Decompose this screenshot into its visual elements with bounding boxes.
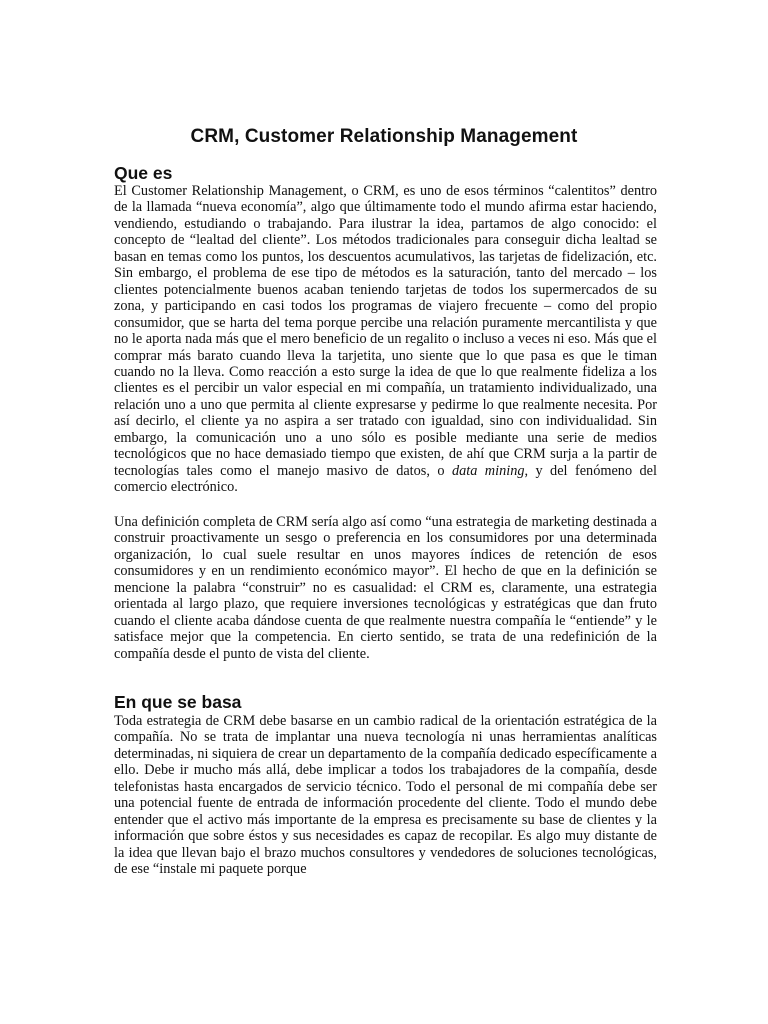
section-heading-que-es: Que es bbox=[114, 163, 173, 183]
paragraph-text: , y del fenómeno del comercio electrónico. bbox=[114, 462, 657, 496]
paragraph-que-es-1 bbox=[114, 183, 657, 496]
paragraph-text: El Customer Relationship Management, o CRM, es uno de esos términos “calentitos” dentro de la llamada “nueva economía”, algo que últimamente todo el mundo afirma estar haciendo, vendiendo, estudiando o trabajando. Para ilustrar la idea, partamos de algo conocido: el concepto de “lealtad del cliente”. Los métodos tradicionales para conseguir dicha lealtad se basan en temas como los puntos, los descuentos acumulativos, las tarjetas de fidelización, etc. Sin embargo, el problema de ese tipo de métodos es la saturación, tanto del mercado – los clientes potencialmente buenos acaban teniendo tarjetas de todos los supermercados de su zona, y participando en casi todos los programas de viajero frecuente – como del propio consumidor, que se harta del tema porque percibe una relación puramente mercantilista y que no le aporta nada más que el mero beneficio de un regalito o incluso a veces ni eso. Más que el comprar más barato cuando lleva la tarjetita, uno siente que lo que pasa es que le timan cuando no la lleva. Como reacción a esto surge la idea de que lo que realmente fideliza a los clientes es el percibir un valor especial en mi compañía, un tratamiento individualizado, una relación uno a uno que permita al cliente expresarse y pedirme lo que realmente necesita. Por así decirlo, el cliente ya no aspira a ser tratado con igualdad, sino con individualidad. Sin embargo, la comunicación uno a uno sólo es posible mediante una serie de medios tecnológicos que no hace demasiado tiempo que existen, de ahí que CRM surja a la partir de tecnologías tales como el manejo masivo de datos, o bbox=[114, 183, 657, 479]
paragraph-que-es-2: Una definición completa de CRM sería algo así como “una estrategia de marketing destinada a construir proactivamente un sesgo o preferencia en los consumidores por una determinada organización, lo cual suele resultar en unos mayores índices de retención de esos consumidores y en un rendimiento económico mayor”. El hecho de que en la definición se mencione la palabra “construir” no es casualidad: el CRM es, claramente, una estrategia orientada al largo plazo, que requiere inversiones tecnológicas y estratégicas que dan fruto cuando el cliente acaba dándose cuenta de que realmente nuestra compañía le “entiende” y le satisface mejor que la competencia. En cierto sentido, se trata de una redefinición de la compañía desde el punto de vista del cliente. bbox=[114, 514, 657, 662]
emphasis-data-mining: data mining bbox=[451, 462, 525, 479]
document-title: CRM, Customer Relationship Management bbox=[190, 126, 578, 147]
paragraph-en-que-se-basa-1: Toda estrategia de CRM debe basarse en un cambio radical de la orientación estratégica de la compañía. No se trata de implantar una nueva tecnología ni unas herramientas analíticas determinadas, ni siquiera de crear un departamento de la compañía dedicado específicamente a ello. Debe ir mucho más allá, debe implicar a todos los trabajadores de la compañía, desde telefonistas hasta encargados de servicio técnico. Todo el personal de mi compañía debe ser una potencial fuente de entrada de información procedente del cliente. Todo el mundo debe entender que el activo más importante de la empresa es precisamente su base de clientes y la información que sobre éstos y sus necesidades es capaz de recopilar. Es algo muy distante de la idea que llevan bajo el brazo muchos consultores y vendedores de soluciones tecnológicas, de ese “instale mi paquete porque bbox=[114, 713, 657, 878]
section-heading-en-que-se-basa: En que se basa bbox=[114, 692, 242, 712]
